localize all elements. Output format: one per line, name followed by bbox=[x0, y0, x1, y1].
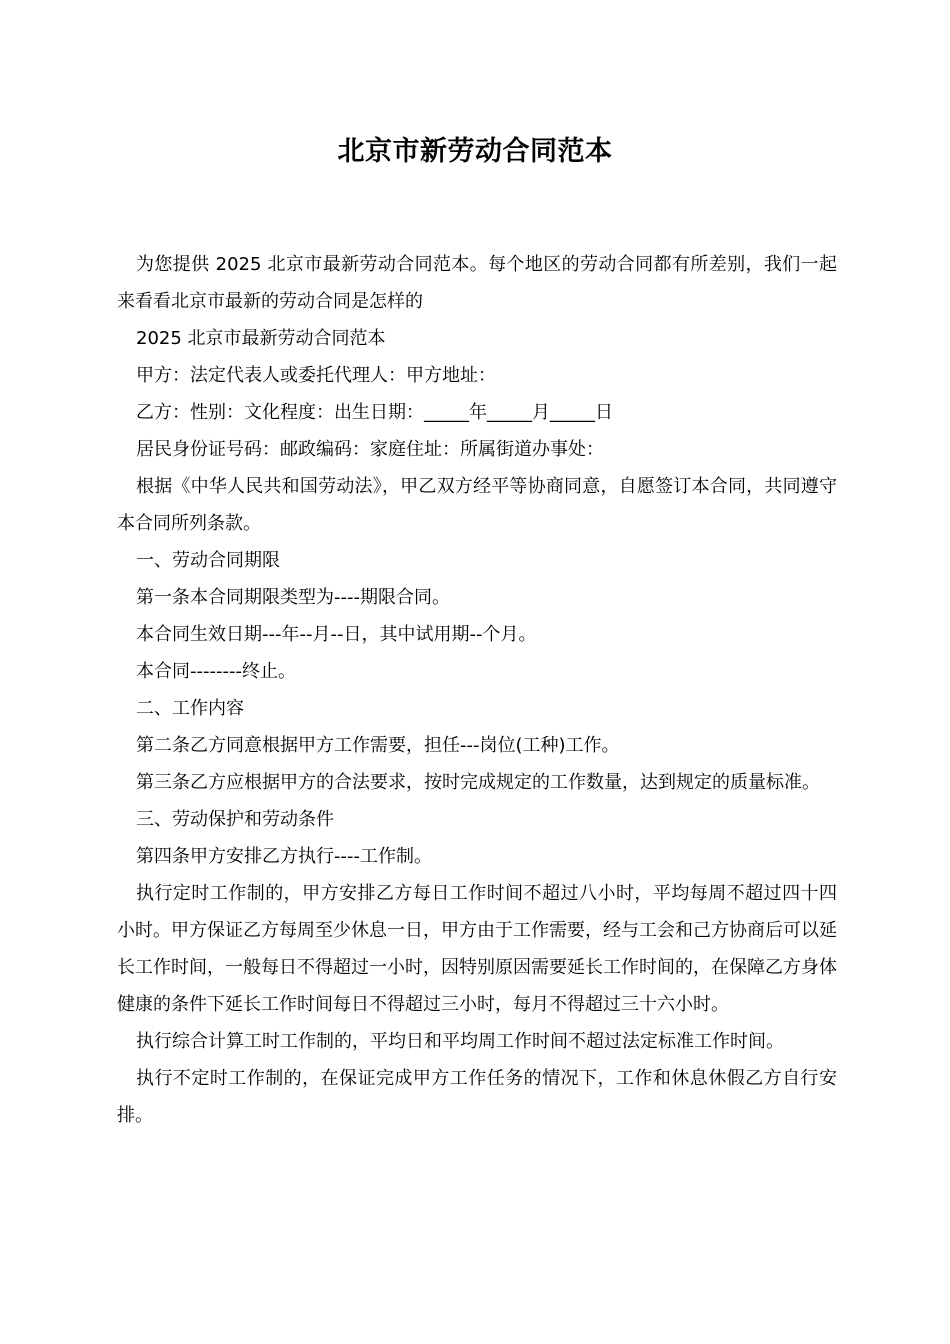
paragraph-comprehensive-hours: 执行综合计算工时工作制的，平均日和平均周工作时间不超过法定标准工作时间。 bbox=[136, 1031, 784, 1052]
article-2: 第二条乙方同意根据甲方工作需要，担任---岗位(工种)工作。 bbox=[136, 735, 620, 756]
section-heading-work: 二、工作内容 bbox=[136, 698, 244, 719]
paragraph-effective-date: 本合同生效日期---年--月--日，其中试用期--个月。 bbox=[136, 624, 537, 645]
article-4: 第四条甲方安排乙方执行----工作制。 bbox=[136, 846, 432, 867]
section-heading-protection: 三、劳动保护和劳动条件 bbox=[136, 809, 334, 830]
section-heading-term: 一、劳动合同期限 bbox=[136, 550, 280, 571]
paragraph-intro: 为您提供 2025 北京市最新劳动合同范本。每个地区的劳动合同都有所差别，我们一起来看看北京市最新的劳动合同是怎样的 bbox=[117, 254, 837, 312]
article-3: 第三条乙方应根据甲方的合法要求，按时完成规定的工作数量，达到规定的质量标准。 bbox=[136, 772, 820, 793]
paragraph-basis: 根据《中华人民共和国劳动法》，甲乙双方经平等协商同意，自愿签订本合同，共同遵守本合同所列条款。 bbox=[117, 476, 837, 534]
article-1: 第一条本合同期限类型为----期限合同。 bbox=[136, 587, 450, 608]
paragraph-subtitle: 2025 北京市最新劳动合同范本 bbox=[136, 328, 386, 349]
document-title: 北京市新劳动合同范本 bbox=[337, 136, 613, 167]
paragraph-id-info: 居民身份证号码：邮政编码：家庭住址：所属街道办事处： bbox=[136, 439, 604, 460]
paragraph-party-b: 乙方：性别：文化程度：出生日期：_____年_____月_____日 bbox=[136, 402, 613, 423]
paragraph-party-a: 甲方：法定代表人或委托代理人：甲方地址： bbox=[136, 365, 496, 386]
paragraph-flexible-hours: 执行不定时工作制的，在保证完成甲方工作任务的情况下，工作和休息休假乙方自行安排。 bbox=[117, 1068, 837, 1126]
paragraph-standard-hours: 执行定时工作制的，甲方安排乙方每日工作时间不超过八小时，平均每周不超过四十四小时。甲方保证乙方每周至少休息一日，甲方由于工作需要，经与工会和己方协商后可以延长工作时间，一般每日不得超过一小时，因特别原因需要延长工作时间的，在保障乙方身体健康的条件下延长工作时间每日不得超过三小时，每月不得超过三十六小时。 bbox=[117, 883, 837, 1015]
paragraph-termination: 本合同--------终止。 bbox=[136, 661, 296, 682]
document-body bbox=[117, 246, 837, 1134]
